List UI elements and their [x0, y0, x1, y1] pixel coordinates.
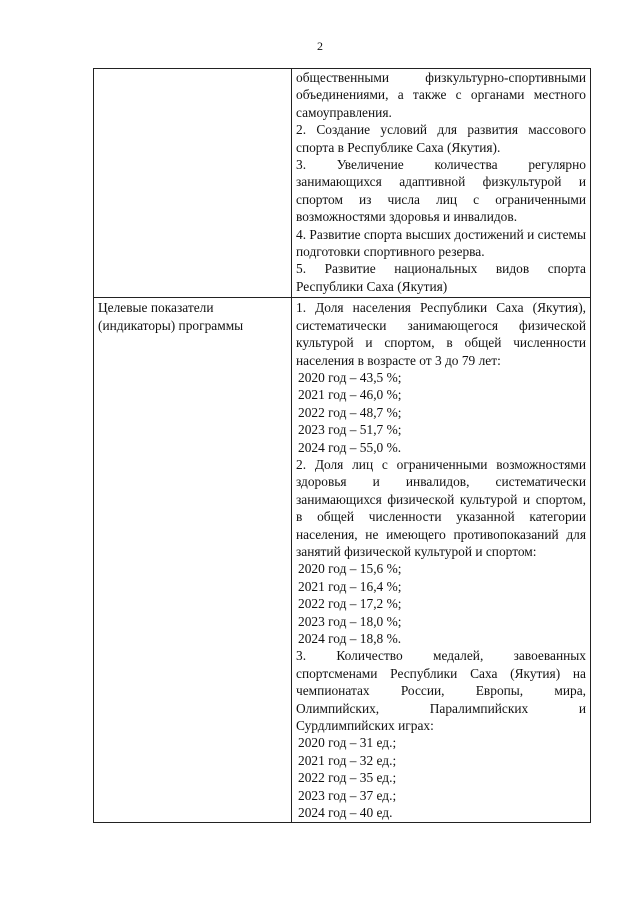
row-label-cell	[94, 298, 292, 823]
table-row	[94, 69, 591, 298]
program-table	[93, 68, 591, 823]
task-item: общественными физкультурно-спортивными объединениями, а также с органами местного самоуправления.	[296, 70, 586, 120]
tasks-cell	[292, 69, 591, 298]
indicators-cell	[292, 298, 591, 823]
task-item: 5. Развитие национальных видов спорта Республики Саха (Якутия)	[296, 261, 586, 294]
indicator-value: 2020 год – 15,6 %;	[298, 561, 402, 577]
indicator-value: 2024 год – 18,8 %.	[298, 631, 402, 646]
indicator-value: 2021 год – 46,0 %;	[298, 387, 402, 403]
indicator-value: 2022 год – 17,2 %;	[298, 596, 402, 612]
indicator-value: 2021 год – 32 ед.;	[298, 752, 397, 768]
indicator-title: 3. Количество медалей, завоеванных спортсменами Республики Саха (Якутия) на чемпионатах России, Европы, мира, Олимпийских, Паралимпийских и Сурдлимпийских играх:	[296, 648, 586, 734]
indicator-value: 2024 год – 55,0 %.	[298, 439, 402, 455]
indicator-value: 2024 год – 40 ед.	[298, 805, 393, 821]
indicator-value: 2020 год – 31 ед.;	[298, 735, 397, 751]
indicator-value: 2020 год – 43,5 %;	[298, 369, 402, 385]
indicator-value: 2022 год – 35 ед.;	[298, 770, 397, 786]
indicator-value: 2022 год – 48,7 %;	[298, 404, 402, 420]
indicator-title: 2. Доля лиц с ограниченными возможностями здоровья и инвалидов, систематически занимающихся физической культурой и спортом, в общей численности указанной категории населения, не имеющего противопоказаний для занятий физической культурой и спортом:	[296, 456, 586, 559]
row-label: Целевые показатели (индикаторы) программы	[98, 300, 244, 333]
page-number: 2	[317, 39, 323, 53]
indicator-title: 1. Доля населения Республики Саха (Якутия), систематически занимающегося физической культурой и спортом, в общей численности населения в возрасте от 3 до 79 лет:	[296, 300, 586, 368]
indicator-value: 2021 год – 16,4 %;	[298, 578, 402, 594]
indicator-value: 2023 год – 18,0 %;	[298, 613, 402, 629]
indicator-value: 2023 год – 51,7 %;	[298, 422, 402, 438]
table-row	[94, 298, 591, 823]
task-item: 4. Развитие спорта высших достижений и системы подготовки спортивного резерва.	[296, 226, 586, 260]
task-item: 3. Увеличение количества регулярно занимающихся адаптивной физкультурой и спортом из числа лиц с ограниченными возможностями здоровья и инвалидов.	[296, 157, 586, 225]
indicator-value: 2023 год – 37 ед.;	[298, 787, 397, 803]
row-label-cell	[94, 69, 292, 298]
task-item: 2. Создание условий для развития массового спорта в Республике Саха (Якутия).	[296, 122, 586, 155]
